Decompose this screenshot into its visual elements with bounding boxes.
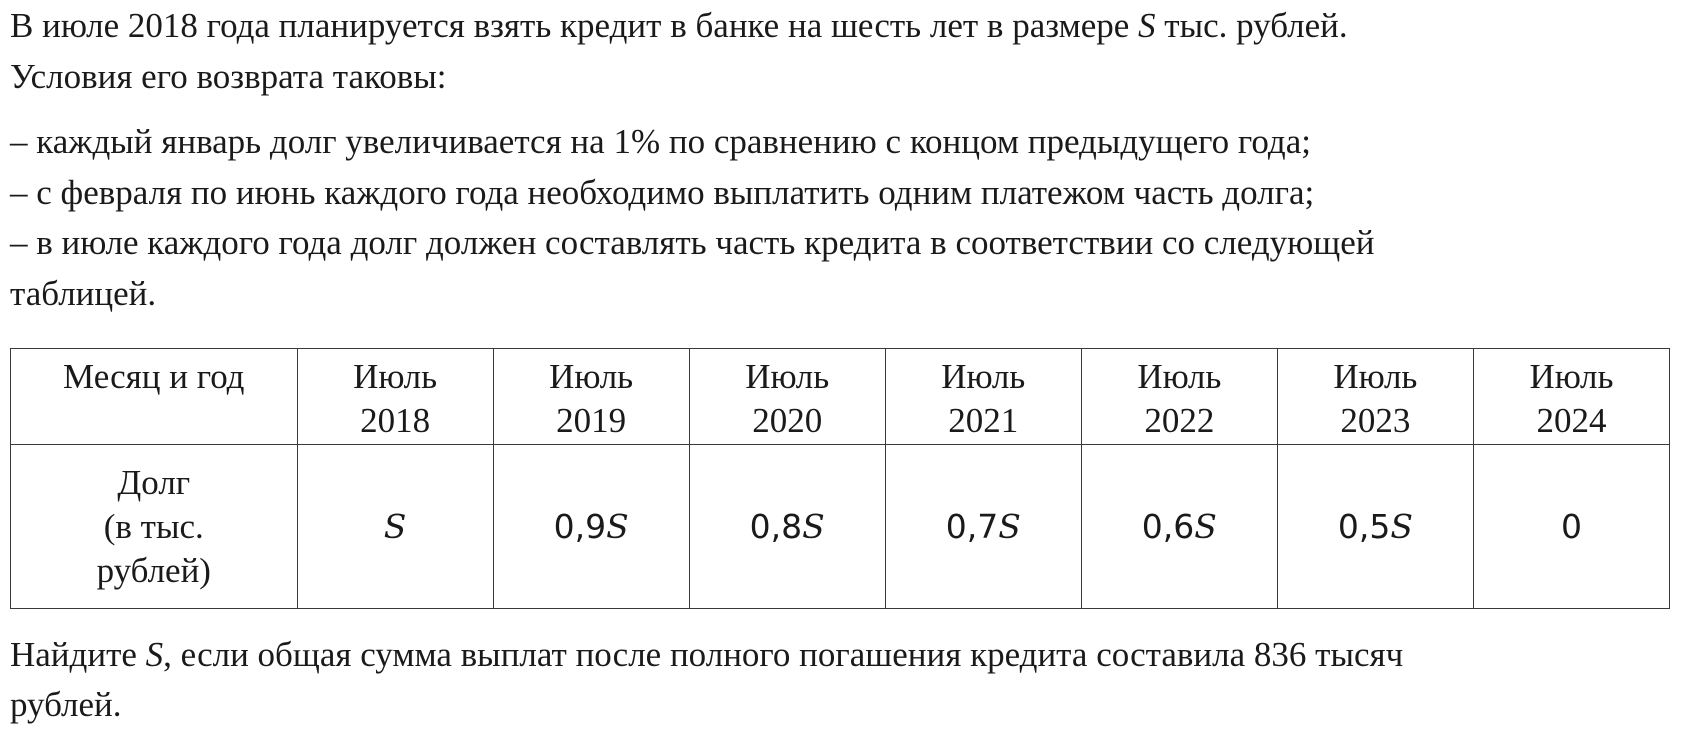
intro-line-2: Условия его возврата таковы: (10, 57, 447, 96)
question-text-end: , если общая сумма выплат после полного погашения кредита составила 836 тысяч (163, 635, 1404, 674)
debt-var: S (802, 506, 825, 546)
condition-2: – с февраля по июнь каждого года необходимо выплатить одним платежом часть долга; (10, 173, 1315, 212)
debt-value-2023 (1277, 445, 1473, 609)
table-header-row (11, 349, 1670, 445)
debt-value-2022 (1081, 445, 1277, 609)
variable-s: S (145, 635, 164, 674)
debt-var: S (998, 506, 1021, 546)
condition-1: – каждый январь долг увеличивается на 1% по сравнению с концом предыдущего года; (10, 122, 1311, 161)
debt-coef: 0,9 (553, 506, 607, 546)
header-month: Июль (353, 357, 438, 396)
header-year: 2019 (556, 401, 627, 440)
header-month: Июль (549, 357, 634, 396)
row-label-line-3: рублей) (96, 550, 211, 590)
header-cell-2020 (689, 349, 885, 445)
debt-var: S (606, 506, 629, 546)
header-year: 2018 (360, 401, 431, 440)
header-year: 2022 (1144, 401, 1215, 440)
header-month: Июль (1137, 357, 1222, 396)
row-label-cell (11, 445, 298, 609)
debt-coef: 0,5 (1337, 506, 1391, 546)
debt-coef: 0 (1560, 506, 1582, 546)
variable-s: S (1138, 6, 1156, 45)
debt-value-2018 (297, 445, 493, 609)
header-cell-2021 (885, 349, 1081, 445)
header-month: Июль (1333, 357, 1418, 396)
debt-value-2019 (493, 445, 689, 609)
debt-coef: 0,8 (749, 506, 803, 546)
question-line-2: рублей. (10, 685, 122, 724)
header-year: 2024 (1536, 401, 1607, 440)
header-year: 2020 (752, 401, 823, 440)
condition-3-continuation: таблицей. (10, 274, 157, 313)
header-year: 2023 (1340, 401, 1411, 440)
header-label-cell: Месяц и год (11, 349, 298, 445)
header-month: Июль (745, 357, 830, 396)
header-month: Июль (941, 357, 1026, 396)
row-label-line-2: (в тыс. (103, 506, 204, 546)
debt-value-2020 (689, 445, 885, 609)
header-cell-2018 (297, 349, 493, 445)
question-line-1 (10, 635, 1403, 675)
debt-coef: 0,6 (1141, 506, 1195, 546)
header-cell-2023 (1277, 349, 1473, 445)
intro-text-end: тыс. рублей. (1155, 6, 1348, 45)
header-month: Июль (1529, 357, 1614, 396)
debt-coef: 0,7 (945, 506, 999, 546)
condition-3: – в июле каждого года долг должен составлять часть кредита в соответствии со следующей (10, 223, 1375, 262)
intro-line-1 (10, 6, 1348, 46)
intro-text-start: В июле 2018 года планируется взять кредит в банке на шесть лет в размере (10, 6, 1139, 45)
header-cell-2019 (493, 349, 689, 445)
debt-value-2024 (1473, 445, 1669, 609)
header-year: 2021 (948, 401, 1019, 440)
debt-var: S (1390, 506, 1413, 546)
debt-var: S (383, 506, 407, 546)
header-cell-2022 (1081, 349, 1277, 445)
row-label-line-1: Долг (117, 462, 191, 502)
debt-schedule-table (10, 348, 1670, 609)
header-cell-2024 (1473, 349, 1669, 445)
debt-value-2021 (885, 445, 1081, 609)
debt-var: S (1194, 506, 1217, 546)
question-text-start: Найдите (10, 635, 146, 674)
table-values-row (11, 445, 1670, 609)
